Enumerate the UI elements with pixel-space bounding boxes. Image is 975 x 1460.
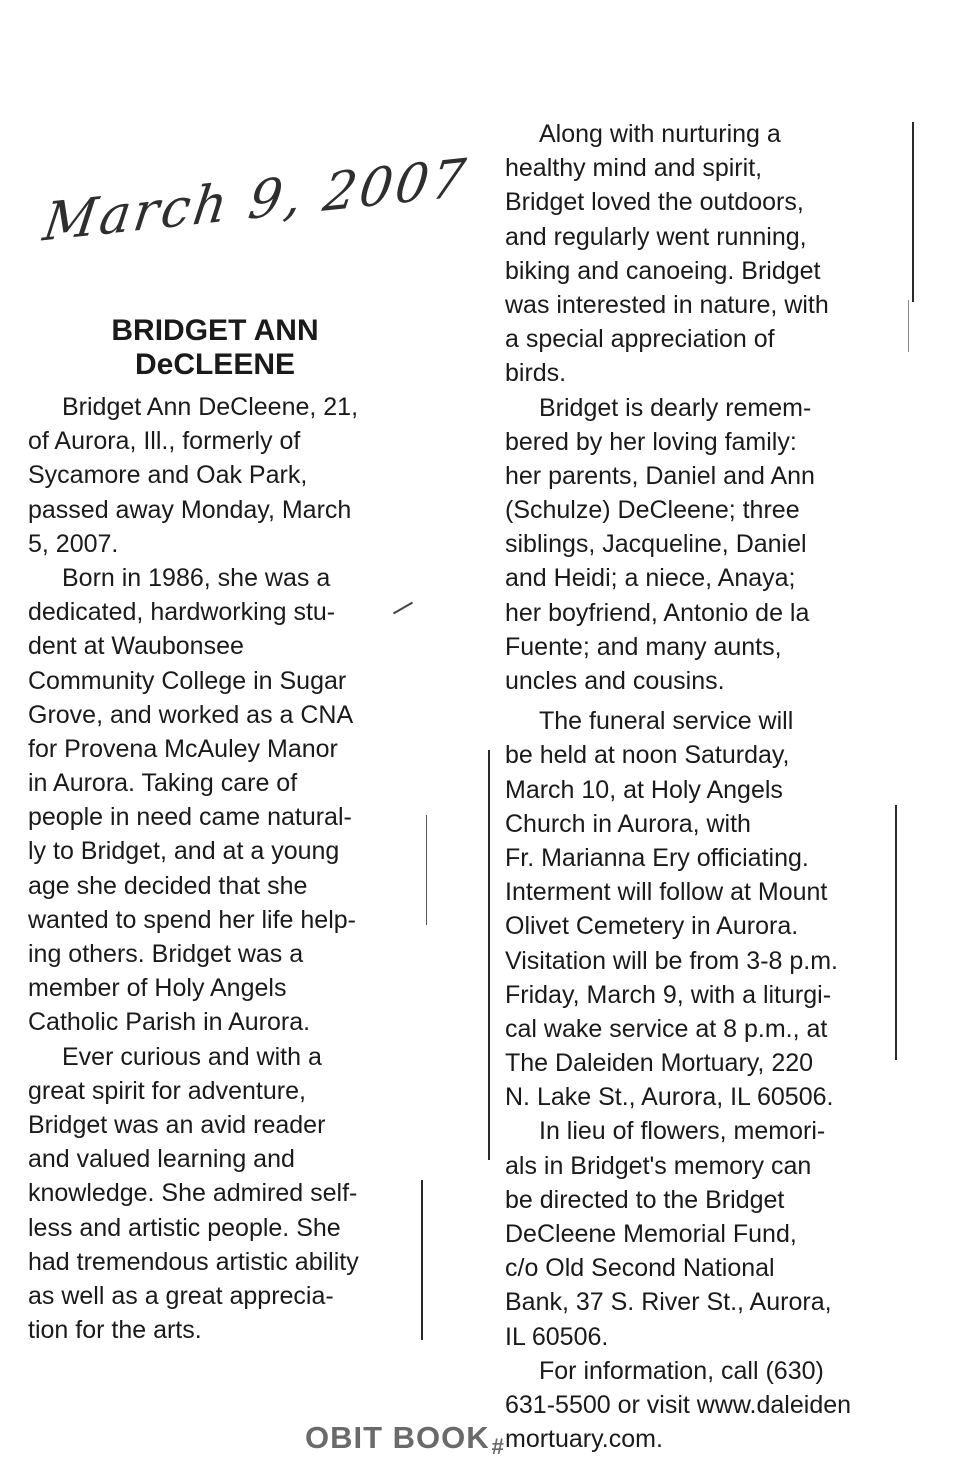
text-line: bered by her loving family: <box>505 427 797 456</box>
text-line: age she decided that she <box>28 871 308 900</box>
paragraph-education-work <box>28 561 359 1040</box>
clipping-edge-right-mid <box>895 805 897 1060</box>
text-line: The Daleiden Mortuary, 220 <box>505 1049 814 1078</box>
text-line: Grove, and worked as a CNA <box>28 700 354 729</box>
pen-tick-mark <box>393 602 413 615</box>
text-line: Born in 1986, she was a <box>62 563 331 592</box>
text-line: Along with nurturing a <box>539 120 781 148</box>
text-line: of Aurora, Ill., formerly of <box>28 427 301 456</box>
text-line: ing others. Bridget was a <box>28 940 304 968</box>
text-line: Interment will follow at Mount <box>505 878 828 907</box>
text-line: biking and canoeing. Bridget <box>505 256 821 285</box>
text-line: her boyfriend, Antonio de la <box>505 598 810 627</box>
text-line: healthy mind and spirit, <box>505 154 763 183</box>
text-line: N. Lake St., Aurora, IL 60506. <box>505 1083 834 1112</box>
paragraph-curiosity <box>28 1040 359 1348</box>
clipping-edge-right-column-left <box>488 750 490 1160</box>
text-line: DeCleene Memorial Fund, <box>505 1220 797 1248</box>
text-line: birds. <box>505 359 567 388</box>
text-line: Visitation will be from 3-8 p.m. <box>505 946 838 975</box>
clipping-edge-left-mid <box>426 815 427 925</box>
text-line: Bank, 37 S. River St., Aurora, <box>505 1288 832 1317</box>
text-line: tion for the arts. <box>28 1316 202 1345</box>
text-line: Bridget loved the outdoors, <box>505 188 804 217</box>
text-line: a special appreciation of <box>505 325 775 354</box>
right-column <box>505 117 851 1456</box>
text-line: be held at noon Saturday, <box>505 741 790 770</box>
stamp-hash-symbol: # <box>491 1434 505 1459</box>
text-line: 5, 2007. <box>28 529 119 558</box>
text-line: be directed to the Bridget <box>505 1185 785 1214</box>
text-line: Fr. Marianna Ery officiating. <box>505 843 809 872</box>
text-line: cal wake service at 8 p.m., at <box>505 1014 828 1043</box>
text-line: and Heidi; a niece, Anaya; <box>505 564 796 593</box>
text-line: Bridget Ann DeCleene, 21, <box>62 393 359 421</box>
paragraph-funeral-service <box>505 704 851 1114</box>
text-line: The funeral service will <box>539 707 794 736</box>
text-line: Catholic Parish in Aurora. <box>28 1008 311 1037</box>
text-line: Community College in Sugar <box>28 666 347 695</box>
paragraph-outdoors <box>505 117 851 391</box>
text-line: Church in Aurora, with <box>505 809 751 838</box>
text-line: as well as a great apprecia- <box>28 1281 334 1310</box>
obituary-headline-name: BRIDGET ANN <box>111 314 319 347</box>
text-line: for Provena McAuley Manor <box>28 734 338 763</box>
handwritten-date-text: March 9, 2007 <box>39 147 472 254</box>
text-line: her parents, Daniel and Ann <box>505 461 815 490</box>
text-line: great spirit for adventure, <box>28 1076 306 1105</box>
paragraph-intro <box>28 390 359 561</box>
text-line: in Aurora. Taking care of <box>28 769 298 798</box>
text-line: passed away Monday, March <box>28 495 352 524</box>
text-line: uncles and cousins. <box>505 667 725 695</box>
text-line: dent at Waubonsee <box>28 632 244 661</box>
text-line: Ever curious and with a <box>62 1042 322 1071</box>
text-line: als in Bridget's memory can <box>505 1151 812 1180</box>
paragraph-family <box>505 391 851 699</box>
text-line: For information, call (630) <box>539 1356 824 1385</box>
text-line: people in need came natural- <box>28 803 352 832</box>
text-line: In lieu of flowers, memori- <box>539 1117 826 1146</box>
clipping-edge-left-bottom <box>421 1180 423 1340</box>
obit-book-stamp <box>305 1420 505 1460</box>
text-line: Bridget was an avid reader <box>28 1110 326 1139</box>
text-line: was interested in nature, with <box>505 290 829 319</box>
text-line: mortuary.com. <box>505 1425 663 1454</box>
handwritten-date <box>39 147 472 268</box>
text-line: knowledge. She admired self- <box>28 1179 358 1208</box>
text-line: wanted to spend her life help- <box>28 905 356 934</box>
text-line: Olivet Cemetery in Aurora. <box>505 912 799 941</box>
text-line: ly to Bridget, and at a young <box>28 837 340 866</box>
clipping-edge-right-top <box>912 122 914 302</box>
text-line: Fuente; and many aunts, <box>505 632 782 661</box>
text-line: c/o Old Second National <box>505 1254 775 1283</box>
text-line: IL 60506. <box>505 1322 609 1351</box>
text-line: 631-5500 or visit www.daleiden <box>505 1390 852 1419</box>
stamp-text: OBIT BOOK <box>305 1420 490 1455</box>
text-line: member of Holy Angels <box>28 974 287 1003</box>
text-line: dedicated, hardworking stu- <box>28 598 336 627</box>
paragraph-memorials <box>505 1114 851 1353</box>
text-line: Friday, March 9, with a liturgi- <box>505 980 832 1009</box>
text-line: less and artistic people. She <box>28 1213 341 1242</box>
paragraph-information <box>505 1354 851 1457</box>
text-line: Sycamore and Oak Park, <box>28 461 308 490</box>
text-line: and valued learning and <box>28 1145 295 1174</box>
text-line: Bridget is dearly remem- <box>539 393 812 422</box>
clipping-edge-right-top-faint <box>908 300 909 352</box>
text-line: (Schulze) DeCleene; three <box>505 496 800 525</box>
text-line: siblings, Jacqueline, Daniel <box>505 530 807 559</box>
left-column <box>28 390 359 1347</box>
text-line: March 10, at Holy Angels <box>505 775 783 804</box>
text-line: and regularly went running, <box>505 222 807 251</box>
text-line: had tremendous artistic ability <box>28 1247 359 1276</box>
obituary-headline-surname: DeCLEENE <box>134 348 296 381</box>
